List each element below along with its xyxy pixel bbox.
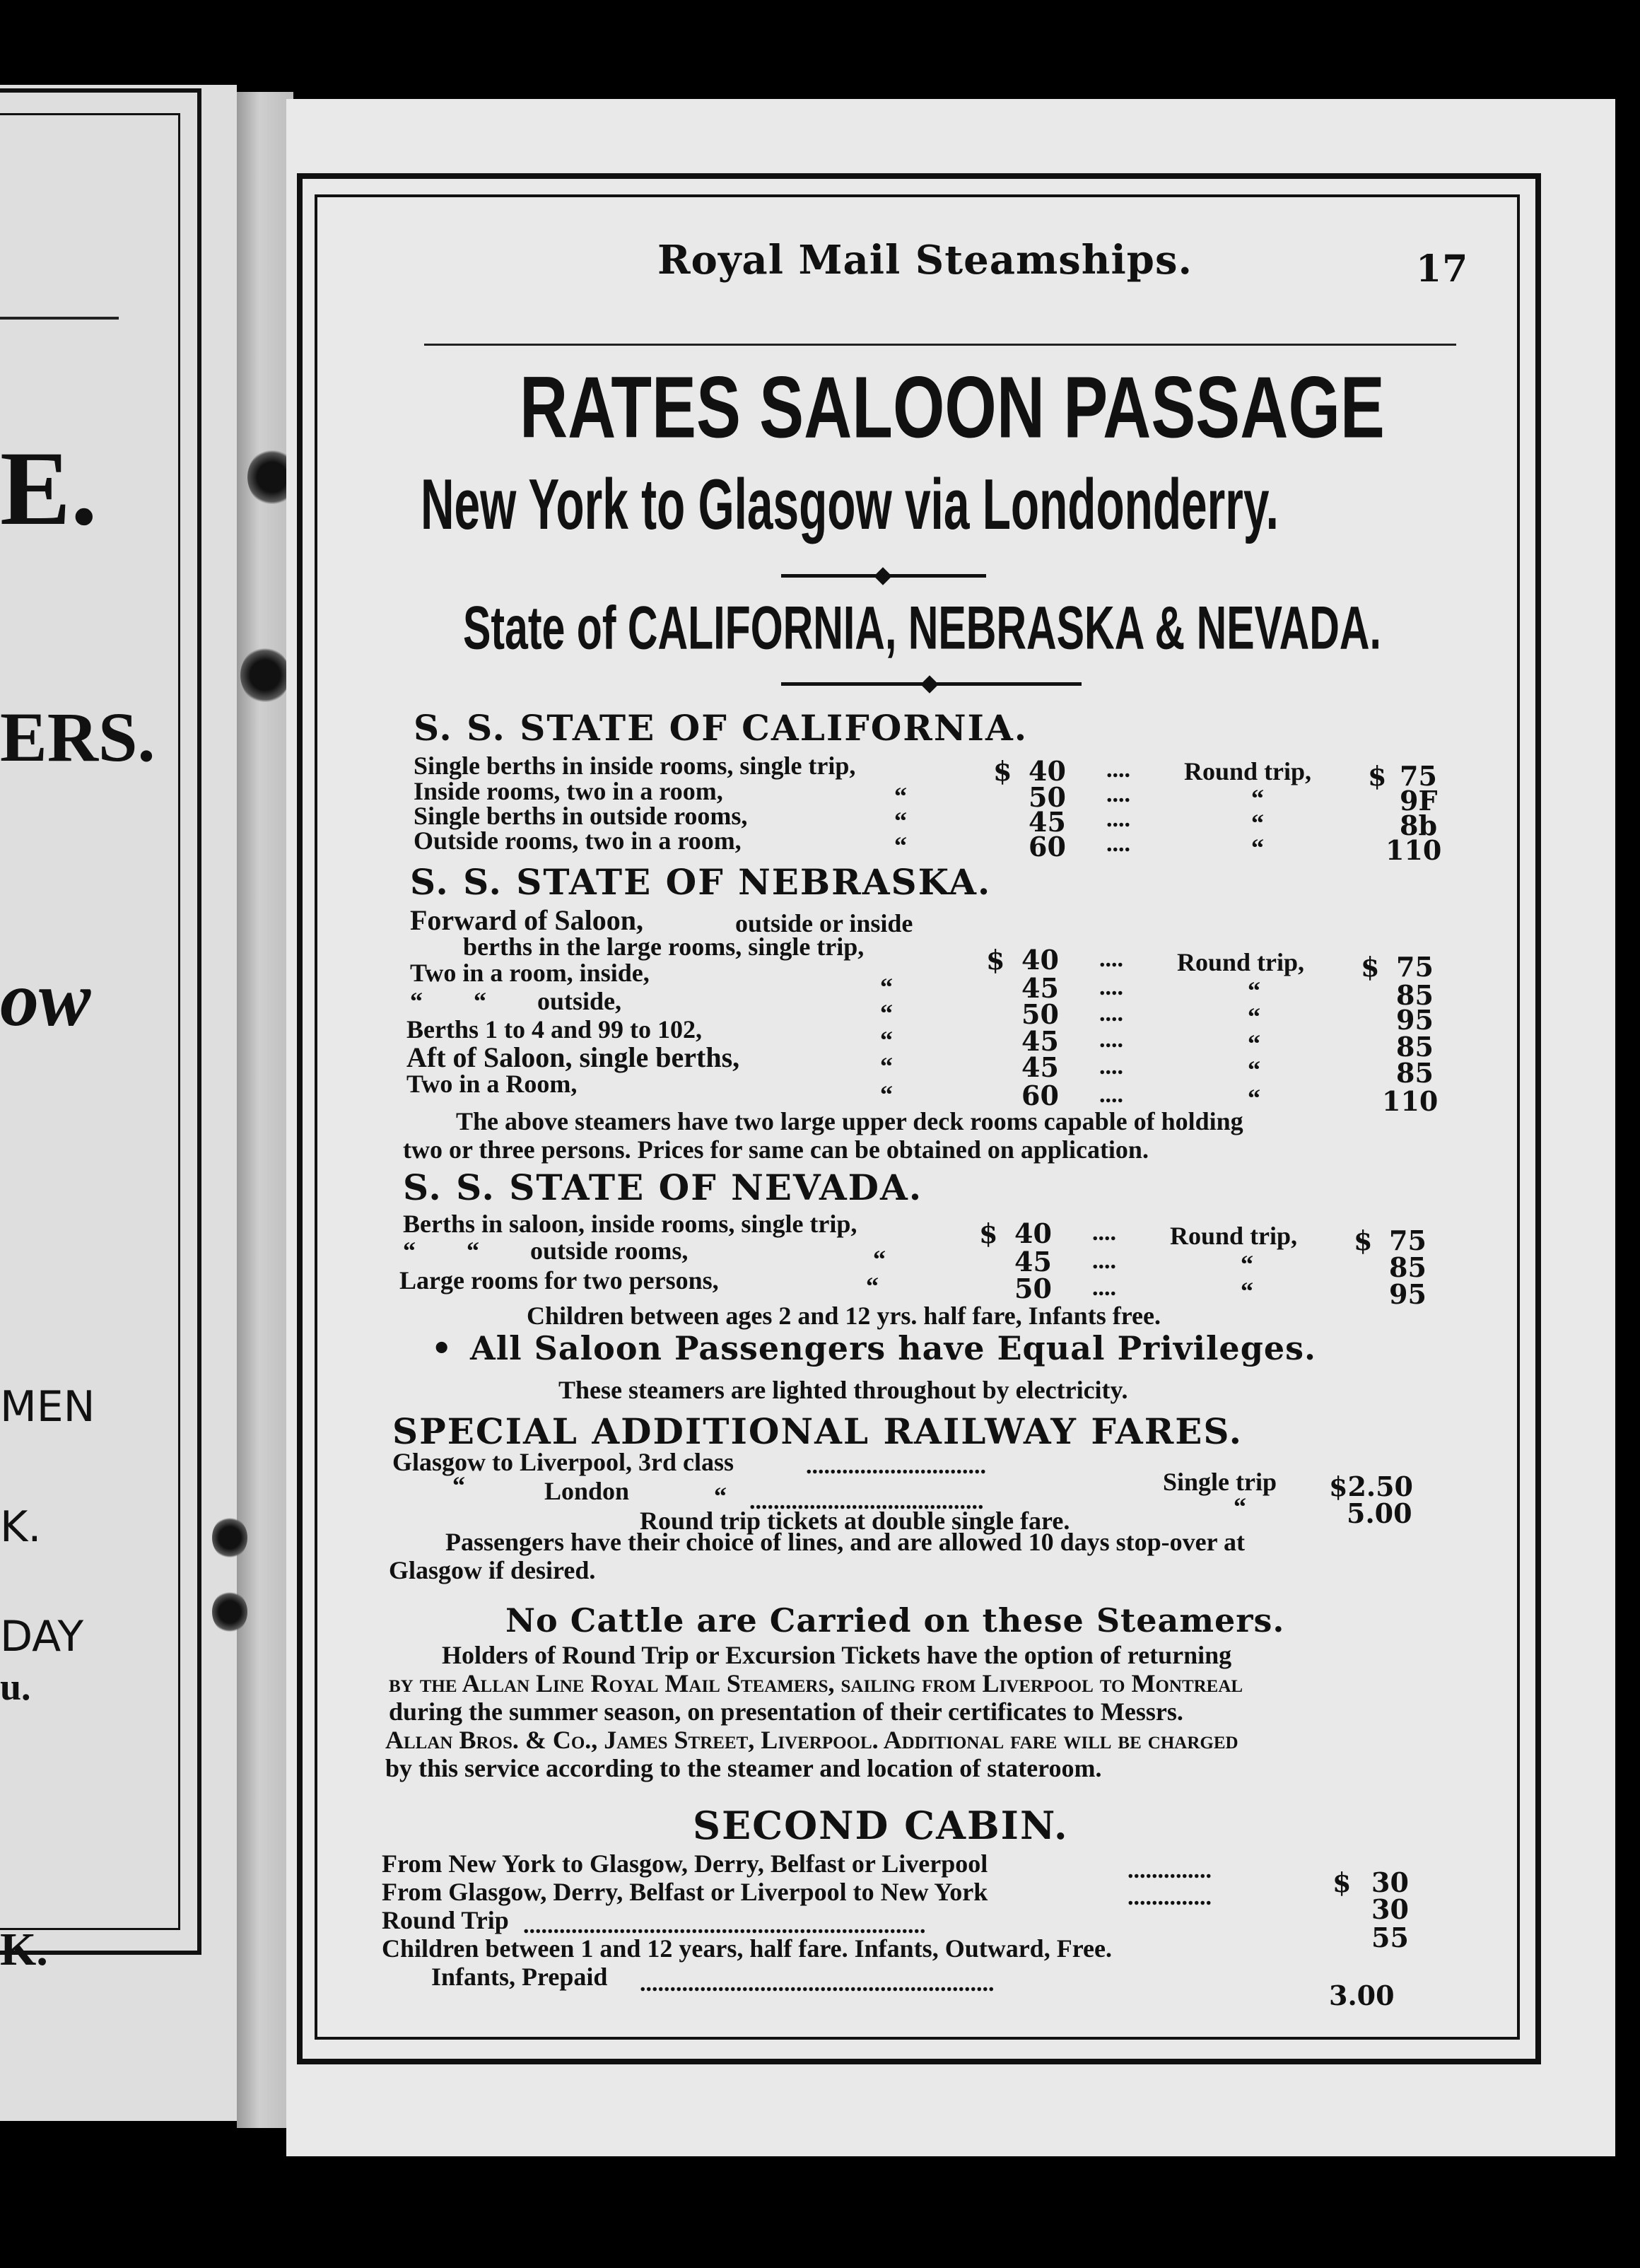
section-heading-nevada: S. S. STATE OF NEVADA.: [403, 1167, 923, 1208]
route-label: Round Trip: [382, 1906, 509, 1934]
round-fare: 95: [1389, 1278, 1427, 1310]
paragraph-line: Allan Bros. & Co., James Street, Liverpool. Additional fare will be charged: [385, 1726, 1238, 1754]
railway-label: London: [544, 1477, 630, 1505]
page-title: RATES SALOON PASSAGE: [520, 358, 1385, 457]
paragraph-line: by the Allan Line Royal Mail Steamers, sailing from Liverpool to Montreal: [389, 1669, 1243, 1697]
leader-dots: ....: [1106, 781, 1130, 807]
ditto-mark: “: [1241, 1277, 1253, 1305]
ditto-mark: “: [880, 1026, 893, 1054]
leader-dots: ....: [1092, 1275, 1116, 1301]
left-fragment: u.: [0, 1666, 31, 1708]
leader-dots: ....: [1092, 1220, 1116, 1246]
round-trip-label: Round trip,: [1170, 1222, 1298, 1250]
single-fare: 40: [1029, 755, 1066, 787]
children-note: Children between 1 and 12 years, half fare. Infants, Outward, Free.: [382, 1934, 1112, 1963]
railway-heading: SPECIAL ADDITIONAL RAILWAY FARES.: [392, 1410, 1243, 1452]
fare-label: Outside rooms, two in a room,: [414, 826, 742, 855]
ditto-mark: “: [1248, 1084, 1260, 1112]
leader-dots: ..............: [1128, 1884, 1212, 1910]
route-label: From Glasgow, Derry, Belfast or Liverpool to New York: [382, 1878, 988, 1906]
paragraph-line: by this service according to the steamer and location of stateroom.: [385, 1754, 1102, 1782]
cabin-price: 30: [1371, 1893, 1409, 1925]
ditto-mark: “: [880, 999, 893, 1027]
left-fragment: ERS.: [0, 698, 156, 776]
ditto-mark: “: [1251, 784, 1264, 812]
route-label: Infants, Prepaid: [431, 1963, 608, 1991]
ditto-mark: “: [1251, 834, 1264, 862]
ditto-mark: “: [1251, 809, 1264, 837]
single-fare: 45: [1021, 1025, 1059, 1057]
leader-dots: ....: [1099, 1053, 1123, 1080]
ditto-mark: “: [873, 1245, 886, 1273]
fare-label: outside or inside: [735, 909, 913, 937]
railway-label: Glasgow to Liverpool, 3rd class: [392, 1448, 734, 1476]
leader-dots: .......................................: [749, 1488, 984, 1514]
fare-label: Single berths in inside rooms, single trip,: [414, 752, 856, 780]
dollar-sign: $: [993, 755, 1012, 787]
leader-dots: ....: [1092, 1248, 1116, 1274]
leader-dots: ....: [1099, 1000, 1123, 1027]
cabin-price: 55: [1371, 1922, 1409, 1953]
round-fare: 85: [1396, 1031, 1434, 1063]
ditto-mark: “: [894, 782, 907, 810]
round-fare: 75: [1396, 951, 1434, 983]
dollar-sign: $: [986, 944, 1005, 976]
binding-stitch: [212, 1591, 247, 1633]
route-title: New York to Glasgow via Londonderry.: [421, 464, 1279, 544]
fare-label: Two in a room, inside,: [410, 959, 650, 987]
children-note: Children between ages 2 and 12 yrs. half fare, Infants free.: [527, 1302, 1161, 1330]
nebraska-note: The above steamers have two large upper deck rooms capable of holding: [456, 1107, 1243, 1135]
leader-dots: ....: [1106, 756, 1130, 783]
round-fare: 75: [1389, 1224, 1427, 1256]
paragraph-line: Holders of Round Trip or Excursion Tickets have the option of returning: [442, 1641, 1232, 1669]
round-trip-note: Round trip tickets at double single fare.: [640, 1507, 1070, 1535]
electricity-note: These steamers are lighted throughout by electricity.: [558, 1376, 1128, 1404]
round-fare: 85: [1396, 1057, 1434, 1089]
left-page-rule: [0, 317, 119, 320]
single-trip-label: Single trip: [1163, 1468, 1277, 1496]
stopover-note: Glasgow if desired.: [389, 1556, 596, 1584]
fare-label: Two in a Room,: [406, 1070, 578, 1098]
fare-label: “ “ outside rooms,: [403, 1237, 689, 1265]
nebraska-note: two or three persons. Prices for same can be obtained on application.: [403, 1135, 1149, 1164]
fare-label: Forward of Saloon,: [410, 904, 643, 936]
dollar-sign: $: [1354, 1224, 1373, 1256]
cabin-price: 3.00: [1329, 1980, 1395, 2011]
page-number: 17: [1416, 247, 1469, 291]
fare-label: Single berths in outside rooms,: [414, 802, 748, 830]
leader-dots: ....: [1099, 974, 1123, 1000]
round-fare: 85: [1396, 979, 1434, 1011]
running-title: Royal Mail Steamships.: [657, 237, 1193, 284]
single-fare: 45: [1029, 806, 1066, 838]
leader-dots: ....: [1106, 806, 1130, 832]
ditto-mark: “: [452, 1471, 465, 1500]
dollar-sign: $: [1368, 760, 1387, 792]
single-fare: 45: [1021, 1051, 1059, 1083]
ditto-mark: “: [1248, 976, 1260, 1005]
ditto-mark: “: [894, 831, 907, 860]
left-fragment: MEN: [0, 1382, 95, 1432]
single-fare: 45: [1014, 1246, 1052, 1278]
book-gutter: [237, 92, 293, 2128]
fare-label: Berths 1 to 4 and 99 to 102,: [406, 1015, 703, 1044]
fare-label: Inside rooms, two in a room,: [414, 777, 723, 805]
left-fragment: E.: [0, 430, 98, 547]
cattle-heading: No Cattle are Carried on these Steamers.: [505, 1601, 1285, 1639]
ditto-mark: “: [1248, 1029, 1260, 1058]
section-heading-nebraska: S. S. STATE OF NEBRASKA.: [410, 861, 992, 903]
dollar-sign: $: [1332, 1866, 1352, 1898]
round-fare: 8b: [1400, 809, 1438, 841]
second-cabin-heading: SECOND CABIN.: [693, 1803, 1069, 1848]
ditto-mark: “: [880, 973, 893, 1001]
cabin-price: 30: [1371, 1866, 1409, 1898]
single-fare: 50: [1021, 998, 1059, 1030]
single-fare: 40: [1014, 1217, 1052, 1249]
ditto-mark: “: [1248, 1003, 1260, 1031]
left-fragment: K.: [0, 1924, 48, 1975]
single-fare: 60: [1029, 831, 1066, 863]
stopover-note: Passengers have their choice of lines, and are allowed 10 days stop-over at: [445, 1528, 1245, 1556]
ditto-mark: “: [880, 1080, 893, 1109]
ditto-mark: “: [714, 1482, 727, 1510]
privileges-heading: All Saloon Passengers have Equal Privileges.: [470, 1329, 1317, 1367]
ditto-mark: “: [1234, 1492, 1246, 1521]
fare-label: Berths in saloon, inside rooms, single trip,: [403, 1210, 857, 1238]
ships-title: State of CALIFORNIA, NEBRASKA & NEVADA.: [463, 595, 1381, 662]
railway-price: 5.00: [1347, 1497, 1412, 1529]
single-fare: 60: [1021, 1080, 1059, 1111]
leader-dots: ..............: [1128, 1857, 1212, 1883]
round-fare: 95: [1396, 1004, 1434, 1036]
single-fare: 50: [1014, 1273, 1052, 1304]
railway-price: $2.50: [1329, 1471, 1413, 1502]
route-label: From New York to Glasgow, Derry, Belfast or Liverpool: [382, 1849, 988, 1878]
ditto-mark: “: [1248, 1056, 1260, 1084]
left-fragment: ow: [0, 956, 91, 1042]
left-fragment: DAY: [0, 1612, 84, 1661]
leader-dots: ...................................................................: [523, 1912, 926, 1939]
header-rule: [424, 344, 1456, 346]
dollar-sign: $: [1361, 951, 1380, 983]
dollar-sign: $: [979, 1217, 998, 1249]
leader-dots: ....: [1106, 831, 1130, 857]
fare-label: berths in the large rooms, single trip,: [463, 933, 865, 961]
round-trip-label: Round trip,: [1184, 757, 1312, 785]
bullet: •: [431, 1329, 454, 1367]
leader-dots: ....: [1099, 946, 1123, 972]
binding-stitch: [240, 647, 290, 703]
ditto-mark: “: [866, 1272, 879, 1300]
round-fare: 110: [1386, 834, 1442, 866]
fare-label: “ “ outside,: [410, 987, 622, 1015]
section-heading-california: S. S. STATE OF CALIFORNIA.: [414, 707, 1029, 749]
single-fare: 45: [1021, 972, 1059, 1004]
fare-label: Aft of Saloon, single berths,: [406, 1041, 740, 1073]
round-fare: 75: [1400, 760, 1437, 792]
round-fare: 9F: [1400, 785, 1438, 817]
round-fare: 110: [1382, 1085, 1439, 1117]
leader-dots: ....: [1099, 1082, 1123, 1108]
single-fare: 50: [1029, 781, 1066, 813]
binding-stitch: [212, 1516, 247, 1559]
ditto-mark: “: [894, 807, 907, 835]
ditto-mark: “: [880, 1052, 893, 1080]
leader-dots: ....: [1099, 1027, 1123, 1053]
leader-dots: ...........................................................: [640, 1970, 995, 1997]
ditto-mark: “: [1241, 1250, 1253, 1278]
leader-dots: ..............................: [806, 1453, 986, 1479]
round-trip-label: Round trip,: [1177, 948, 1305, 976]
round-fare: 85: [1389, 1251, 1427, 1283]
fare-label: Large rooms for two persons,: [399, 1266, 719, 1294]
paragraph-line: during the summer season, on presentation of their certificates to Messrs.: [389, 1697, 1183, 1726]
left-fragment: K.: [0, 1502, 42, 1552]
single-fare: 40: [1021, 944, 1059, 976]
